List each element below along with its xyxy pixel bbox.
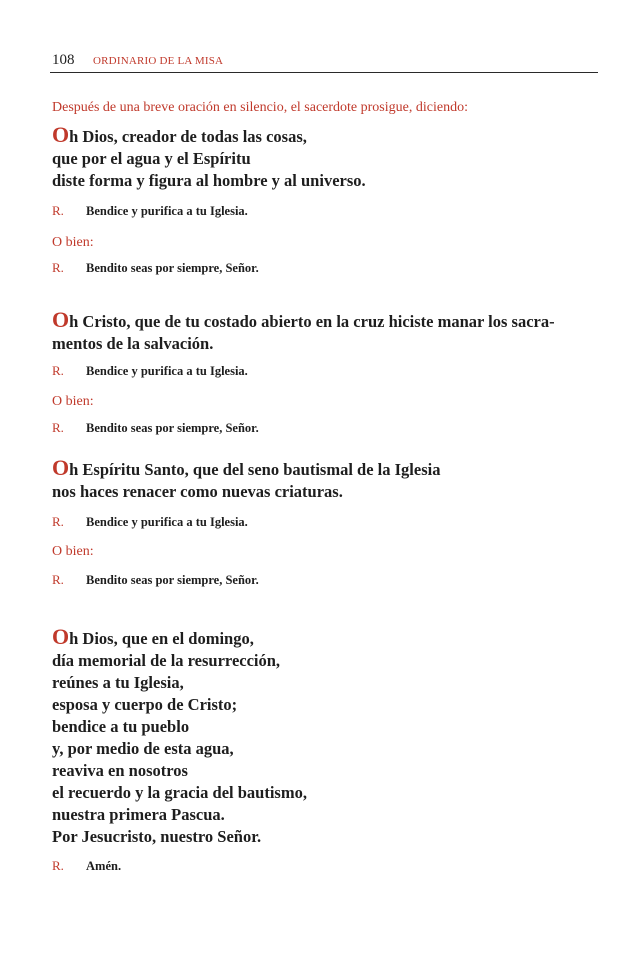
prayer-line: nos haces renacer como nuevas criaturas.: [52, 482, 343, 501]
alt-rubric: O bien:: [52, 544, 94, 559]
prayer-spirit: [52, 457, 440, 503]
alt-response: [52, 420, 259, 436]
alt-response: [52, 572, 259, 588]
page-header: [50, 50, 598, 73]
response-symbol: R.: [52, 858, 64, 873]
drop-initial: O: [52, 307, 70, 332]
prayer-line: Por Jesucristo, nuestro Señor.: [52, 827, 262, 846]
alt-response: [52, 260, 259, 276]
prayer-line: bendice a tu pueblo: [52, 717, 190, 736]
prayer-line: esposa y cuerpo de Cristo;: [52, 695, 238, 714]
prayer-line: día memorial de la resurrección,: [52, 651, 281, 670]
prayer-creator: [52, 124, 366, 192]
response: [52, 203, 248, 219]
response-symbol: R.: [52, 572, 64, 587]
prayer-line: que por el agua y el Espíritu: [52, 149, 251, 168]
prayer-line: h Dios, creador de todas las cosas,: [69, 127, 307, 146]
running-title: ORDINARIO DE LA MISA: [93, 55, 224, 67]
alt-rubric: O bien:: [52, 394, 94, 409]
drop-initial: O: [52, 455, 70, 480]
prayer-line: h Espíritu Santo, que del seno bautismal de la Iglesia: [69, 460, 441, 479]
response-symbol: R.: [52, 420, 64, 435]
prayer-line: mentos de la salvación.: [52, 334, 214, 353]
prayer-line: diste forma y figura al hombre y al universo.: [52, 171, 366, 190]
response-text: Bendice y purifica a tu Iglesia.: [86, 515, 248, 529]
response: [52, 858, 121, 874]
prayer-line: h Cristo, que de tu costado abierto en la cruz hiciste manar los sacra-: [69, 312, 555, 331]
alt-rubric: O bien:: [52, 235, 94, 250]
prayer-sunday: [52, 626, 307, 848]
page-number: 108: [52, 52, 75, 68]
prayer-line: reúnes a tu Iglesia,: [52, 673, 184, 692]
response-symbol: R.: [52, 203, 64, 218]
response-text: Bendito seas por siempre, Señor.: [86, 421, 259, 435]
response: [52, 363, 248, 379]
prayer-line: el recuerdo y la gracia del bautismo,: [52, 783, 307, 802]
intro-rubric: Después de una breve oración en silencio, el sacerdote prosigue, diciendo:: [52, 100, 468, 115]
response-text: Bendito seas por siempre, Señor.: [86, 573, 259, 587]
prayer-christ: [52, 309, 555, 355]
prayer-line: reaviva en nosotros: [52, 761, 188, 780]
response-symbol: R.: [52, 260, 64, 275]
response: [52, 514, 248, 530]
drop-initial: O: [52, 624, 70, 649]
drop-initial: O: [52, 122, 70, 147]
response-symbol: R.: [52, 514, 64, 529]
response-text: Bendito seas por siempre, Señor.: [86, 261, 259, 275]
prayer-line: nuestra primera Pascua.: [52, 805, 225, 824]
response-text: Bendice y purifica a tu Iglesia.: [86, 204, 248, 218]
response-symbol: R.: [52, 363, 64, 378]
response-text: Bendice y purifica a tu Iglesia.: [86, 364, 248, 378]
prayer-line: y, por medio de esta agua,: [52, 739, 234, 758]
response-text: Amén.: [86, 859, 122, 873]
prayer-line: h Dios, que en el domingo,: [69, 629, 254, 648]
